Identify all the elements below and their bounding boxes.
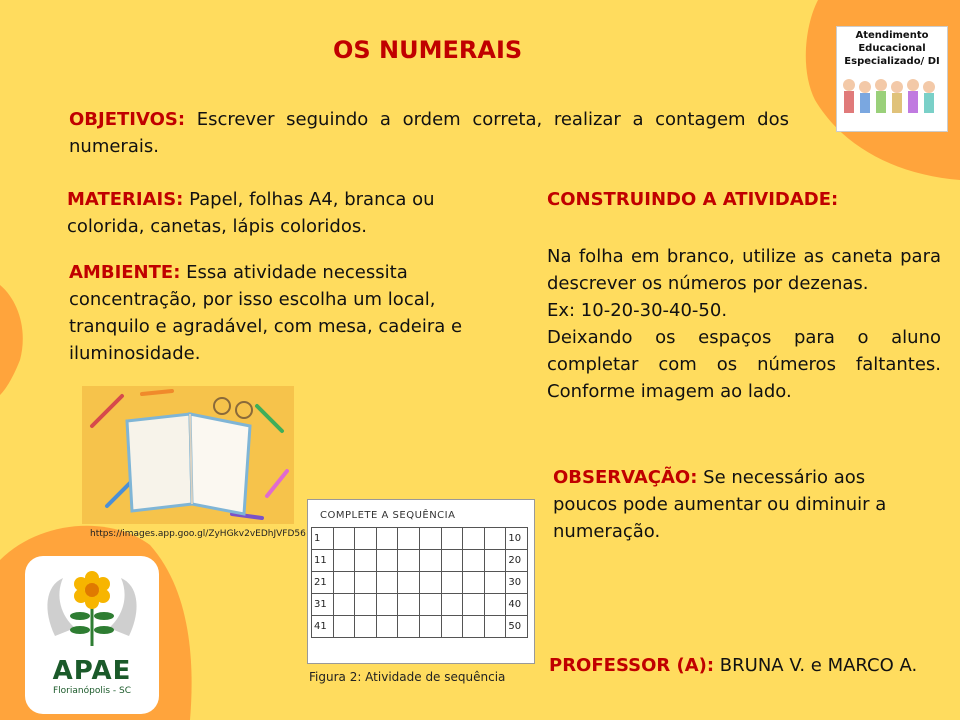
photo-source-url: https://images.app.goo.gl/ZyHGkv2vEDhJVFD56: [90, 529, 306, 539]
sequence-blank-cell: [376, 550, 398, 572]
sequence-blank-cell: [484, 550, 506, 572]
sequence-blank-cell: [419, 572, 441, 594]
sequence-row: [312, 528, 528, 550]
apae-flower-icon: [25, 556, 159, 656]
professor-label: PROFESSOR (A):: [549, 655, 715, 676]
left-edge-blob: [0, 285, 23, 395]
figure-caption: Figura 2: Atividade de sequência: [309, 670, 506, 684]
sequence-blank-cell: [419, 550, 441, 572]
sequence-end-cell: 20: [506, 550, 528, 572]
sequence-row: [312, 616, 528, 638]
sequence-blank-cell: [441, 594, 463, 616]
ambiente-text: Essa atividade necessita concentração, por isso escolha um local, tranquilo e agradável, com mesa, cadeira e iluminosidade.: [69, 262, 463, 364]
notebook-illustration: [82, 386, 294, 524]
sequence-end-cell: 40: [506, 594, 528, 616]
sequence-start-cell: 11: [312, 550, 334, 572]
sequence-grid: [311, 527, 528, 638]
sequence-end-cell: 50: [506, 616, 528, 638]
sequence-blank-cell: [463, 572, 485, 594]
sequence-blank-cell: [355, 550, 377, 572]
apae-name: APAE: [52, 656, 132, 686]
construindo-text-1: Na folha em branco, utilize as caneta para descrever os números por dezenas.: [547, 246, 941, 294]
ambiente-paragraph: [69, 259, 489, 367]
page-title: OS NUMERAIS: [333, 36, 523, 64]
professor-text: BRUNA V. e MARCO A.: [714, 655, 918, 676]
construindo-example: Ex: 10-20-30-40-50.: [547, 300, 728, 321]
badge-line-1: Atendimento: [855, 30, 929, 41]
badge-line-3: Especializado/ DI: [844, 56, 940, 67]
sequence-blank-cell: [376, 572, 398, 594]
sequence-blank-cell: [441, 550, 463, 572]
apae-city: Florianópolis - SC: [53, 686, 131, 696]
sequence-blank-cell: [419, 528, 441, 550]
construindo-heading: CONSTRUINDO A ATIVIDADE:: [547, 189, 839, 210]
observacao-paragraph: [553, 464, 933, 545]
sequence-worksheet-figure: [307, 499, 535, 664]
sequence-row: [312, 594, 528, 616]
sequence-blank-cell: [398, 528, 420, 550]
objetivos-paragraph: [69, 106, 789, 160]
observacao-label: OBSERVAÇÃO:: [553, 467, 698, 488]
worksheet-title: COMPLETE A SEQUÊNCIA: [320, 510, 456, 521]
sequence-blank-cell: [484, 594, 506, 616]
sequence-blank-cell: [398, 594, 420, 616]
construindo-text-2: Deixando os espaços para o aluno completar com os números faltantes. Conforme imagem ao lado.: [547, 327, 941, 402]
sequence-blank-cell: [441, 572, 463, 594]
sequence-blank-cell: [355, 572, 377, 594]
construindo-paragraph: [547, 243, 941, 405]
aee-badge: [836, 26, 948, 132]
sequence-blank-cell: [441, 616, 463, 638]
sequence-blank-cell: [463, 528, 485, 550]
sequence-start-cell: 1: [312, 528, 334, 550]
sequence-blank-cell: [398, 616, 420, 638]
sequence-start-cell: 41: [312, 616, 334, 638]
sequence-blank-cell: [376, 528, 398, 550]
badge-text: [837, 29, 947, 68]
sequence-blank-cell: [376, 594, 398, 616]
sequence-blank-cell: [484, 572, 506, 594]
sequence-blank-cell: [398, 572, 420, 594]
sequence-blank-cell: [463, 550, 485, 572]
sequence-blank-cell: [419, 616, 441, 638]
materiais-label: MATERIAIS:: [67, 189, 184, 210]
sequence-blank-cell: [463, 616, 485, 638]
sequence-blank-cell: [333, 616, 355, 638]
sequence-blank-cell: [333, 550, 355, 572]
sequence-blank-cell: [333, 528, 355, 550]
sequence-blank-cell: [398, 550, 420, 572]
children-illustration: [837, 75, 947, 125]
observacao-text: Se necessário aos poucos pode aumentar ou diminuir a numeração.: [553, 467, 887, 542]
sequence-blank-cell: [484, 616, 506, 638]
badge-line-2: Educacional: [858, 43, 926, 54]
objetivos-text: Escrever seguindo a ordem correta, realizar a contagem dos numerais.: [69, 109, 789, 157]
materiais-text: Papel, folhas A4, branca ou colorida, canetas, lápis coloridos.: [67, 189, 435, 237]
sequence-blank-cell: [355, 528, 377, 550]
sequence-start-cell: 21: [312, 572, 334, 594]
sequence-blank-cell: [376, 616, 398, 638]
sequence-row: [312, 550, 528, 572]
notebook-photo: [82, 386, 294, 524]
sequence-start-cell: 31: [312, 594, 334, 616]
objetivos-label: OBJETIVOS:: [69, 109, 186, 130]
sequence-blank-cell: [484, 528, 506, 550]
sequence-end-cell: 30: [506, 572, 528, 594]
sequence-row: [312, 572, 528, 594]
sequence-blank-cell: [355, 594, 377, 616]
sequence-blank-cell: [463, 594, 485, 616]
sequence-blank-cell: [355, 616, 377, 638]
sequence-blank-cell: [441, 528, 463, 550]
sequence-blank-cell: [333, 594, 355, 616]
materiais-paragraph: [67, 186, 467, 240]
sequence-blank-cell: [333, 572, 355, 594]
apae-logo: [25, 556, 159, 714]
professor-line: [549, 652, 949, 679]
sequence-end-cell: 10: [506, 528, 528, 550]
sequence-blank-cell: [419, 594, 441, 616]
ambiente-label: AMBIENTE:: [69, 262, 181, 283]
